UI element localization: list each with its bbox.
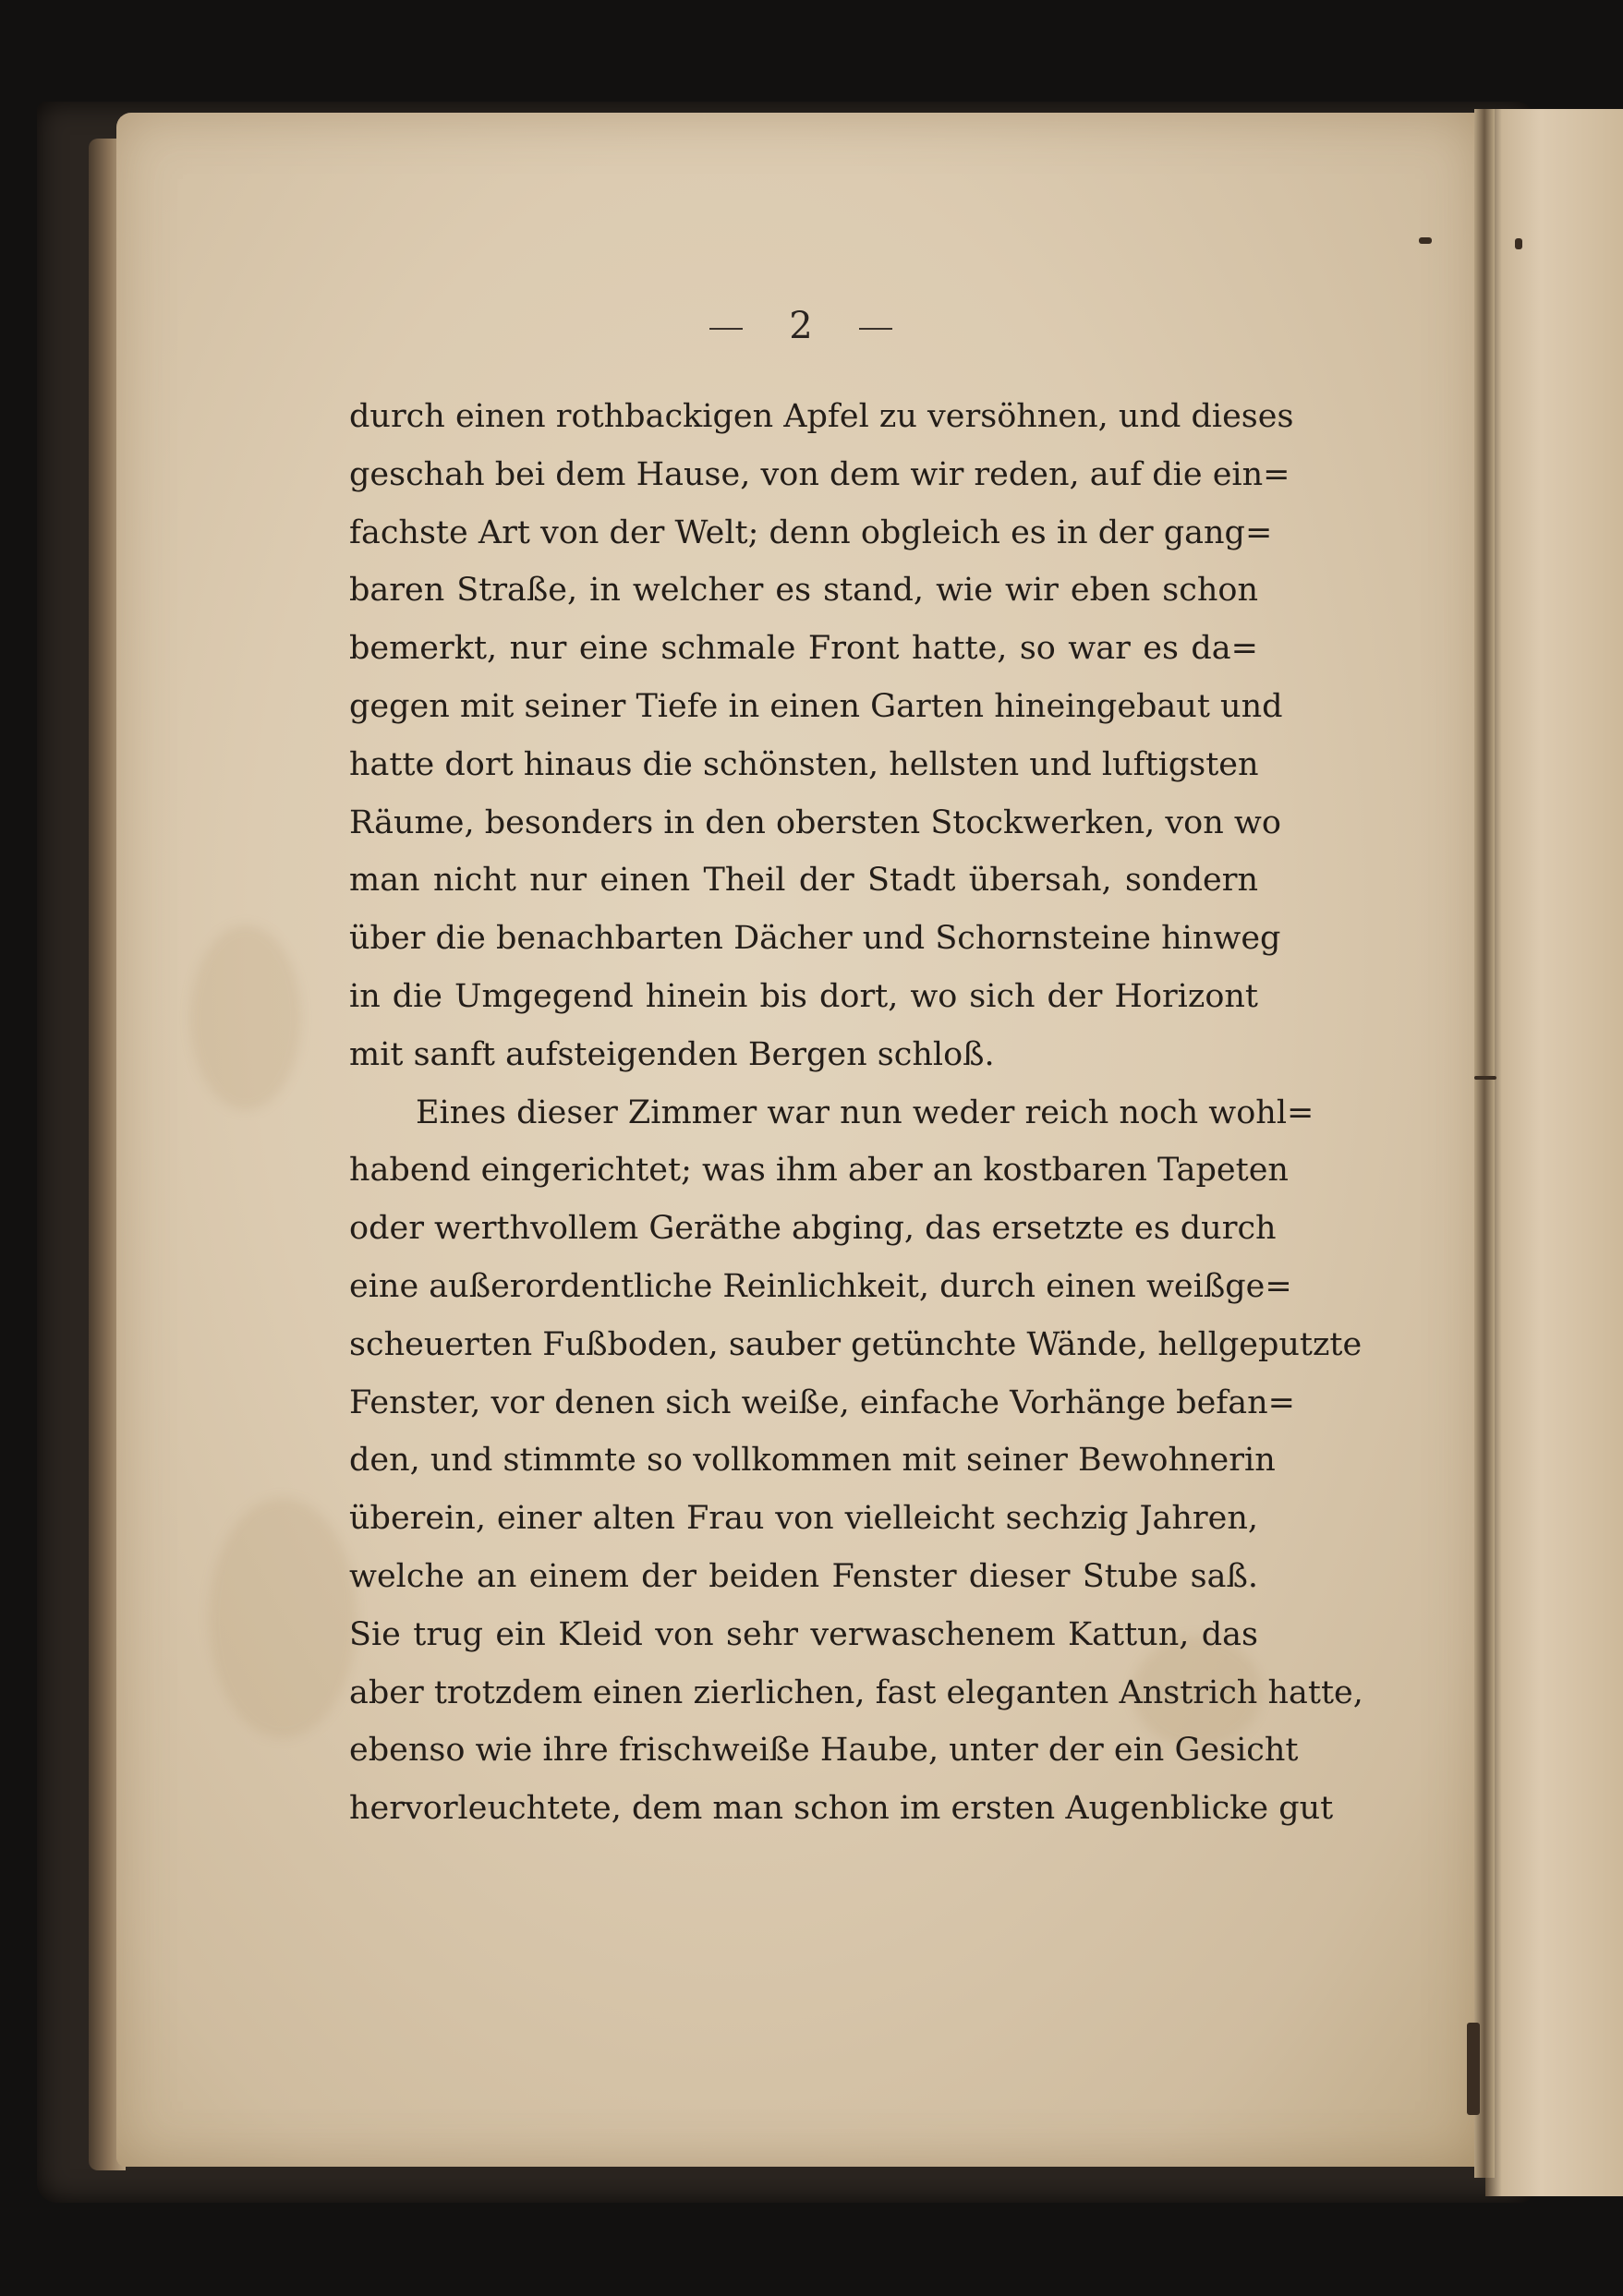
body-text <box>349 388 1363 1838</box>
page-tear <box>1467 2023 1480 2115</box>
text-line: bemerkt, nur eine schmale Front hatte, so war es da= <box>349 630 1258 668</box>
book-gutter <box>1474 109 1495 2178</box>
ink-speck <box>1419 237 1432 244</box>
page-number-dash-left <box>709 328 743 330</box>
ink-speck <box>1474 1076 1496 1080</box>
text-line: Fenster, vor denen sich weiße, einfache Vorhänge befan= <box>349 1384 1295 1421</box>
text-line: mit sanft aufsteigenden Bergen schloß. <box>349 1035 995 1073</box>
text-line: Räume, besonders in den obersten Stockwerken, von wo <box>349 804 1281 841</box>
text-line: hervorleuchtete, dem man schon im ersten Augenblicke gut <box>349 1790 1334 1828</box>
text-line: man nicht nur einen Theil der Stadt übersah, sondern <box>349 862 1258 900</box>
text-line: Eines dieser Zimmer war nun weder reich noch wohl= <box>416 1094 1314 1131</box>
page-number: 2 <box>789 305 815 347</box>
text-line: habend eingerichtet; was ihm aber an kostbaren Tapeten <box>349 1152 1289 1190</box>
text-line: gegen mit seiner Tiefe in einen Garten hineingebaut und <box>349 687 1283 725</box>
facing-page <box>1485 109 1623 2196</box>
text-line: scheuerten Fußboden, sauber getünchte Wände, hellgeputzte <box>349 1325 1363 1363</box>
page-number-dash-right <box>859 328 892 330</box>
text-line: baren Straße, in welcher es stand, wie wir eben schon <box>349 572 1258 610</box>
text-line: oder werthvollem Geräthe abging, das ersetzte es durch <box>349 1210 1277 1248</box>
paper-stain <box>190 925 301 1110</box>
text-line: durch einen rothbackigen Apfel zu versöhnen, und dieses <box>349 398 1294 435</box>
text-line: Sie trug ein Kleid von sehr verwaschenem Kattun, das <box>349 1615 1258 1653</box>
text-line: in die Umgegend hinein bis dort, wo sich der Horizont <box>349 977 1258 1015</box>
text-line: über die benachbarten Dächer und Schornsteine hinweg <box>349 920 1281 958</box>
paper-stain <box>209 1498 357 1738</box>
text-line: überein, einer alten Frau von vielleicht sechzig Jahren, <box>349 1500 1258 1538</box>
ink-speck <box>1515 238 1522 249</box>
text-line: fachste Art von der Welt; denn obgleich es in der gang= <box>349 514 1273 551</box>
text-line: hatte dort hinaus die schönsten, hellsten und luftigsten <box>349 745 1259 783</box>
text-line: aber trotzdem einen zierlichen, fast eleganten Anstrich hatte, <box>349 1674 1363 1711</box>
text-line: welche an einem der beiden Fenster dieser Stube saß. <box>349 1557 1258 1595</box>
text-line: eine außerordentliche Reinlichkeit, durch einen weißge= <box>349 1267 1292 1305</box>
text-line: geschah bei dem Hause, von dem wir reden, auf die ein= <box>349 455 1290 493</box>
text-line: den, und stimmte so vollkommen mit seiner Bewohnerin <box>349 1442 1276 1480</box>
text-line: ebenso wie ihre frischweiße Haube, unter der ein Gesicht <box>349 1732 1299 1770</box>
